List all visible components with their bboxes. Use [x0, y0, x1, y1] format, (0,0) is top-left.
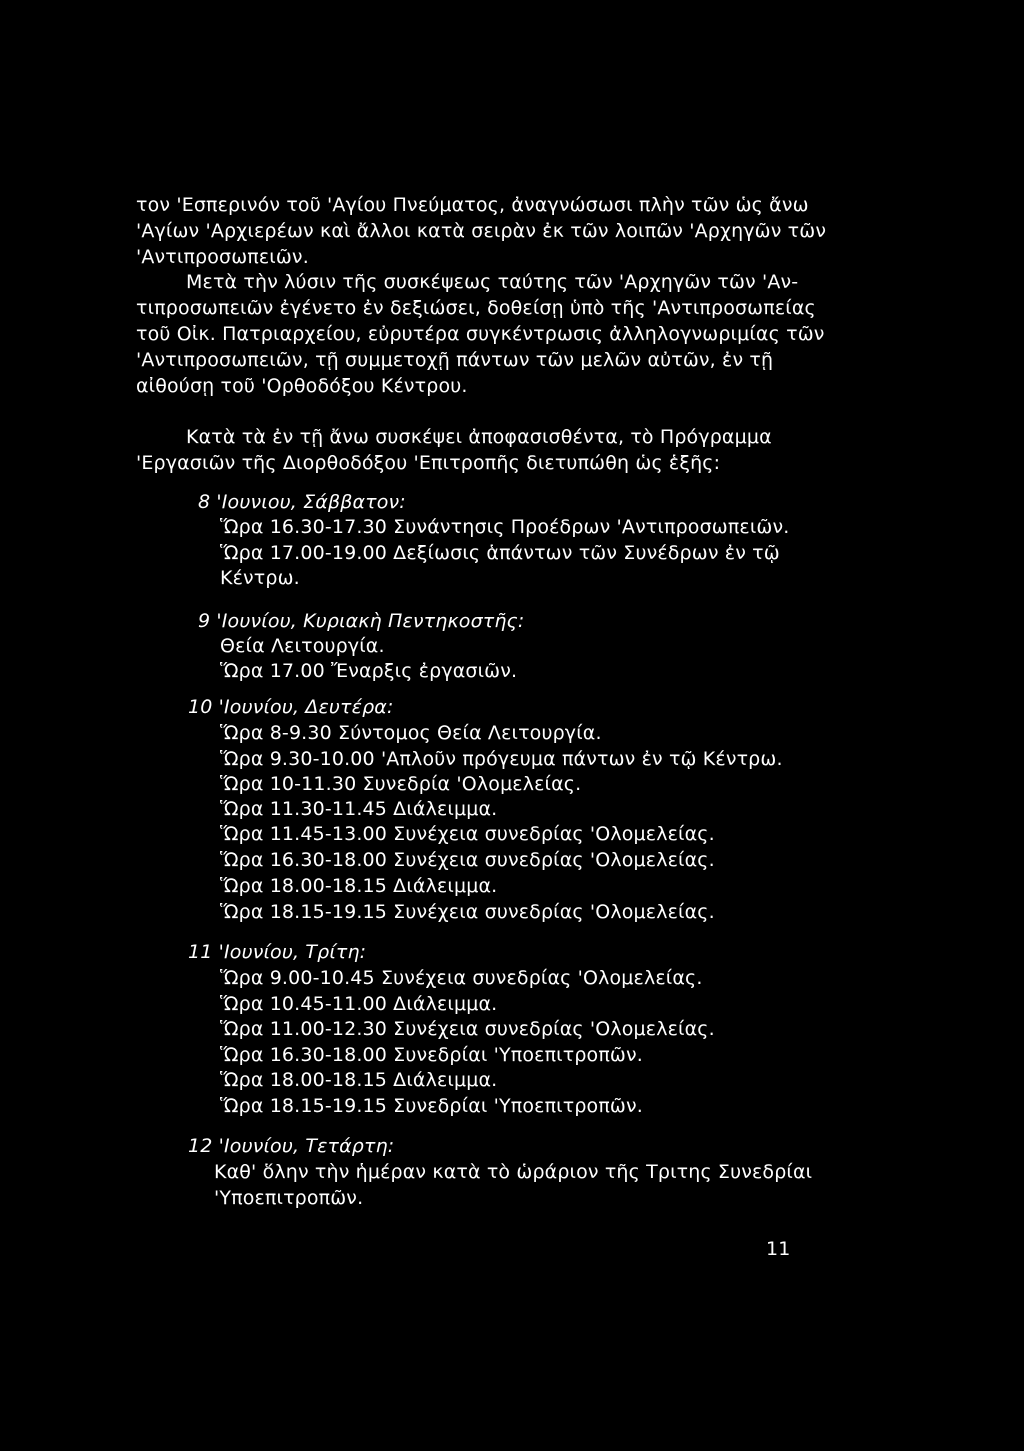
- schedule-item: Ὥρα 16.30-17.30 Συνάντησις Προέδρων 'Αντιπροσωπειῶν.: [220, 516, 790, 538]
- schedule-item: Ὥρα 9.30-10.00 'Απλοῦν πρόγευμα πάντων ἐν τῷ Κέντρω.: [220, 748, 783, 770]
- paragraph-line: 'Αντιπροσωπειῶν, τῇ συμμετοχῇ πάντων τῶν μελῶν αὐτῶν, ἐν τῇ: [136, 349, 774, 371]
- schedule-item: Ὥρα 17.00-19.00 Δεξίωσις ἁπάντων τῶν Συνέδρων ἐν τῷ: [220, 542, 780, 564]
- paragraph-line: 'Εργασιῶν τῆς Διορθοδόξου 'Επιτροπῆς διετυπώθη ὡς ἑξῆς:: [136, 452, 721, 474]
- schedule-item: Ὥρα 10.45-11.00 Διάλειμμα.: [220, 993, 498, 1015]
- schedule-item: Ὥρα 9.00-10.45 Συνέχεια συνεδρίας 'Ολομελείας.: [220, 967, 703, 989]
- schedule-item: Καθ' ὅλην τὴν ἡμέραν κατὰ τὸ ὡράριον τῆς Τριτης Συνεδρίαι: [214, 1161, 813, 1183]
- schedule-item: 'Υποεπιτροπῶν.: [214, 1187, 364, 1209]
- schedule-day-heading: 9 'Ιουνίου, Κυριακὴ Πεντηκοστῆς:: [198, 610, 525, 632]
- schedule-item: Ὥρα 16.30-18.00 Συνέχεια συνεδρίας 'Ολομελείας.: [220, 849, 715, 871]
- paragraph-line: 'Αγίων 'Αρχιερέων καὶ ἄλλοι κατὰ σειρὰν ἐκ τῶν λοιπῶν 'Αρχηγῶν τῶν: [136, 220, 827, 242]
- schedule-item: Ὥρα 18.15-19.15 Συνεδρίαι 'Υποεπιτροπῶν.: [220, 1095, 643, 1117]
- paragraph-line: τιπροσωπειῶν ἐγένετο ἐν δεξιώσει, δοθείσῃ ὑπὸ τῆς 'Αντιπροσωπείας: [136, 297, 816, 319]
- paragraph-line: τοῦ Οἰκ. Πατριαρχείου, εὐρυτέρα συγκέντρωσις ἀλληλογνωριμίας τῶν: [136, 323, 825, 345]
- schedule-item: Ὥρα 10-11.30 Συνεδρία 'Ολομελείας.: [220, 773, 582, 795]
- paragraph-line: τον 'Εσπερινόν τοῦ 'Αγίου Πνεύματος, ἀναγνώσωσι πλὴν τῶν ὡς ἄνω: [136, 194, 809, 216]
- schedule-item: Θεία Λειτουργία.: [220, 635, 385, 657]
- schedule-day-heading: 11 'Ιουνίου, Τρίτη:: [188, 941, 367, 963]
- paragraph-line: Κατὰ τὰ ἐν τῇ ἄνω συσκέψει ἀποφασισθέντα, τὸ Πρόγραμμα: [186, 426, 772, 448]
- schedule-item: Ὥρα 11.00-12.30 Συνέχεια συνεδρίας 'Ολομελείας.: [220, 1018, 715, 1040]
- schedule-item: Ὥρα 11.45-13.00 Συνέχεια συνεδρίας 'Ολομελείας.: [220, 823, 715, 845]
- paragraph-line: Μετὰ τὴν λύσιν τῆς συσκέψεως ταύτης τῶν 'Αρχηγῶν τῶν 'Αν-: [186, 271, 799, 293]
- schedule-item: Ὥρα 18.00-18.15 Διάλειμμα.: [220, 875, 498, 897]
- schedule-item: Ὥρα 11.30-11.45 Διάλειμμα.: [220, 798, 498, 820]
- schedule-day-heading: 12 'Ιουνίου, Τετάρτη:: [188, 1135, 395, 1157]
- schedule-item: Ὥρα 18.00-18.15 Διάλειμμα.: [220, 1069, 498, 1091]
- schedule-item: Ὥρα 16.30-18.00 Συνεδρίαι 'Υποεπιτροπῶν.: [220, 1044, 643, 1066]
- paragraph-line: 'Αντιπροσωπειῶν.: [136, 246, 309, 268]
- schedule-item: Ὥρα 8-9.30 Σύντομος Θεία Λειτουργία.: [220, 722, 602, 744]
- paragraph-line: αἰθούσῃ τοῦ 'Ορθοδόξου Κέντρου.: [136, 375, 468, 397]
- page-number: 11: [766, 1238, 791, 1260]
- schedule-day-heading: 8 'Ιουνιου, Σάββατον:: [198, 491, 406, 513]
- schedule-day-heading: 10 'Ιουνίου, Δευτέρα:: [188, 696, 394, 718]
- schedule-item: Ὥρα 17.00 Ἔναρξις ἐργασιῶν.: [220, 660, 518, 682]
- schedule-item: Ὥρα 18.15-19.15 Συνέχεια συνεδρίας 'Ολομελείας.: [220, 901, 715, 923]
- schedule-item: Κέντρω.: [220, 567, 300, 589]
